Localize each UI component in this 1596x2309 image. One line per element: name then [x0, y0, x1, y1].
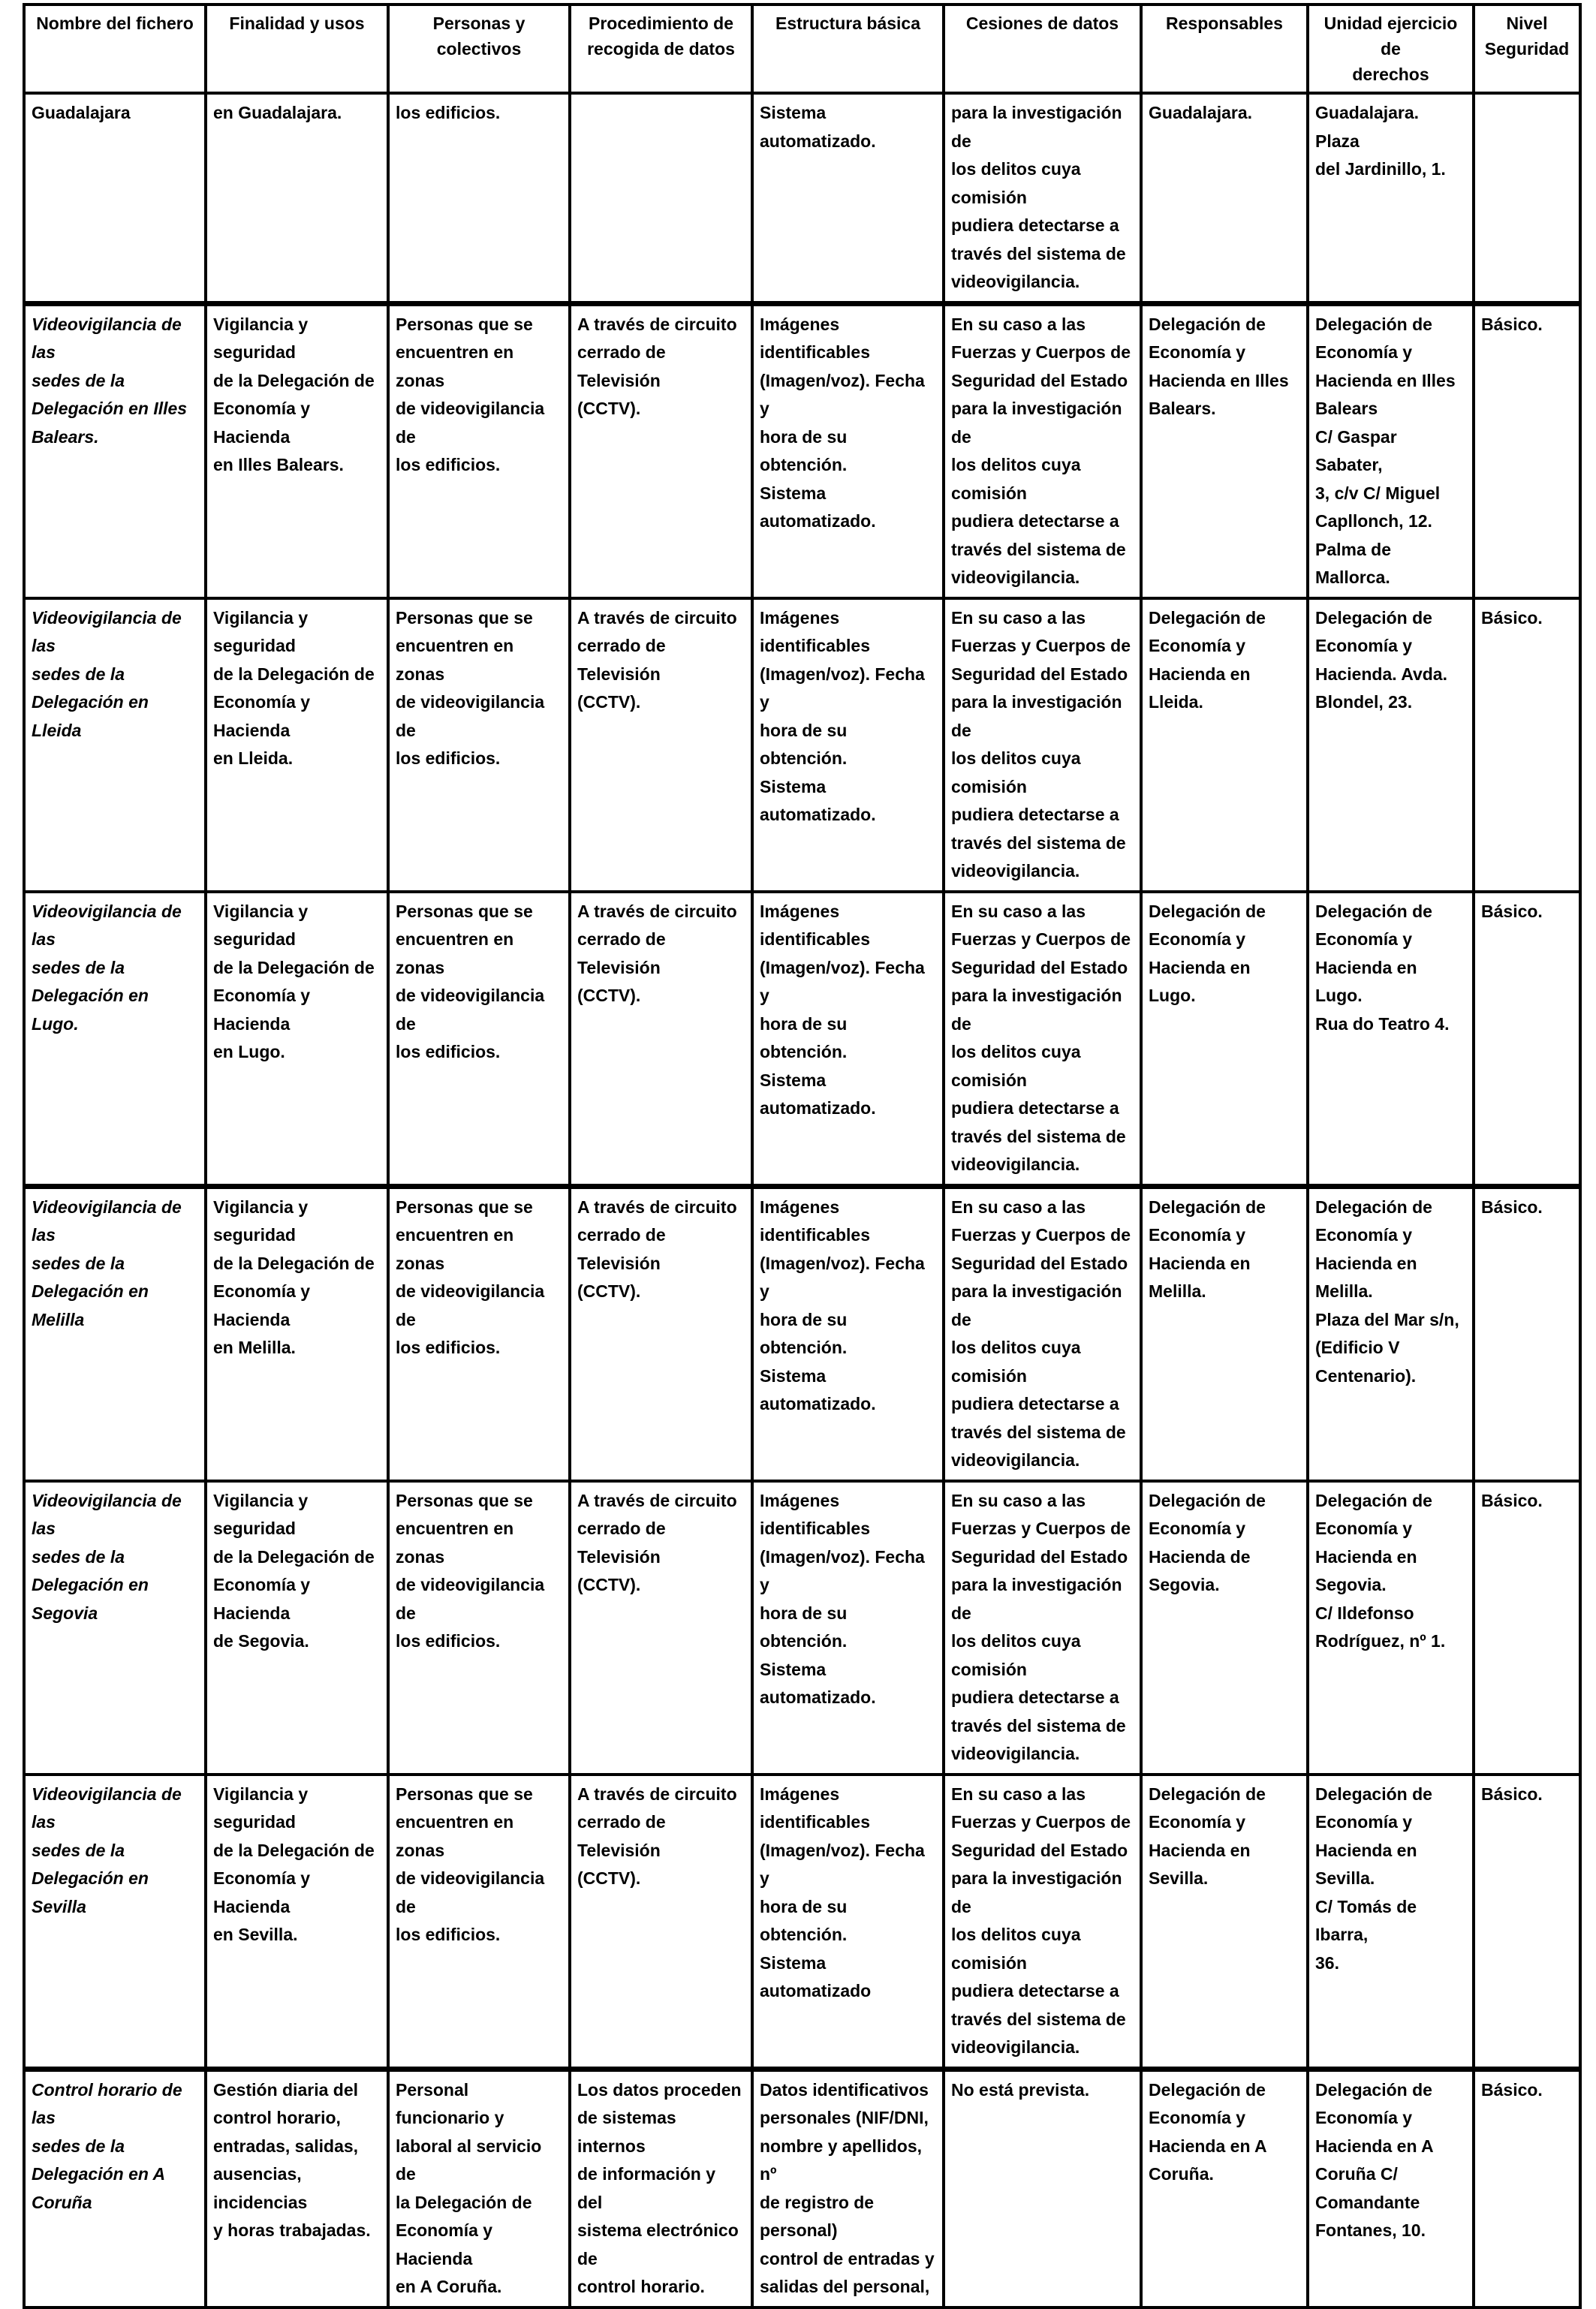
header-persons: Personas y colectivos	[388, 5, 570, 93]
header-purpose: Finalidad y usos	[206, 5, 388, 93]
cell-transfers: No está prevista.	[944, 2069, 1141, 2307]
header-responsible: Responsables	[1141, 5, 1308, 93]
cell-transfers: En su caso a las Fuerzas y Cuerpos de Seguridad del Estado para la investigación de los delitos cuya comisión pudiera detectarse a través del sistema de videovigilancia.	[944, 1481, 1141, 1775]
cell-file-name: Guadalajara	[24, 93, 206, 303]
cell-procedure: A través de circuito cerrado de Televisión (CCTV).	[570, 598, 752, 892]
cell-file-name: Videovigilancia de las sedes de la Delegación en Lleida	[24, 598, 206, 892]
cell-security-level: Básico.	[1474, 2069, 1580, 2307]
cell-transfers: para la investigación de los delitos cuya comisión pudiera detectarse a través del sistema de videovigilancia.	[944, 93, 1141, 303]
cell-responsible: Delegación de Economía y Hacienda en Lleida.	[1141, 598, 1308, 892]
cell-security-level: Básico.	[1474, 598, 1580, 892]
table-row	[24, 598, 1580, 892]
cell-transfers: En su caso a las Fuerzas y Cuerpos de Seguridad del Estado para la investigación de los delitos cuya comisión pudiera detectarse a través del sistema de videovigilancia.	[944, 598, 1141, 892]
cell-security-level	[1474, 93, 1580, 303]
cell-security-level: Básico.	[1474, 1775, 1580, 2070]
cell-procedure: A través de circuito cerrado de Televisión (CCTV).	[570, 1481, 752, 1775]
cell-responsible: Delegación de Economía y Hacienda de Segovia.	[1141, 1481, 1308, 1775]
cell-procedure: A través de circuito cerrado de Televisión (CCTV).	[570, 1775, 752, 2070]
cell-purpose: Vigilancia y seguridad de la Delegación de Economía y Hacienda de Segovia.	[206, 1481, 388, 1775]
cell-security-level: Básico.	[1474, 1481, 1580, 1775]
cell-responsible: Delegación de Economía y Hacienda en Melilla.	[1141, 1186, 1308, 1481]
cell-rights-unit: Delegación de Economía y Hacienda. Avda. Blondel, 23.	[1308, 598, 1474, 892]
cell-purpose: Vigilancia y seguridad de la Delegación de Economía y Hacienda en Lugo.	[206, 892, 388, 1187]
cell-procedure: A través de circuito cerrado de Televisión (CCTV).	[570, 892, 752, 1187]
cell-file-name: Control horario de las sedes de la Delegación en A Coruña	[24, 2069, 206, 2307]
header-security-level: Nivel Seguridad	[1474, 5, 1580, 93]
cell-procedure: A través de circuito cerrado de Televisión (CCTV).	[570, 1186, 752, 1481]
cell-persons: Personas que se encuentren en zonas de videovigilancia de los edificios.	[388, 303, 570, 598]
cell-procedure	[570, 93, 752, 303]
cell-purpose: Vigilancia y seguridad de la Delegación de Economía y Hacienda en Sevilla.	[206, 1775, 388, 2070]
cell-transfers: En su caso a las Fuerzas y Cuerpos de Seguridad del Estado para la investigación de los delitos cuya comisión pudiera detectarse a través del sistema de videovigilancia.	[944, 1186, 1141, 1481]
cell-structure: Imágenes identificables (Imagen/voz). Fecha y hora de su obtención. Sistema automatizado.	[752, 1481, 944, 1775]
cell-rights-unit: Delegación de Economía y Hacienda en A Coruña C/ Comandante Fontanes, 10.	[1308, 2069, 1474, 2307]
cell-responsible: Delegación de Economía y Hacienda en Sevilla.	[1141, 1775, 1308, 2070]
cell-purpose: Gestión diaria del control horario, entradas, salidas, ausencias, incidencias y horas trabajadas.	[206, 2069, 388, 2307]
cell-transfers: En su caso a las Fuerzas y Cuerpos de Seguridad del Estado para la investigación de los delitos cuya comisión pudiera detectarse a través del sistema de videovigilancia.	[944, 1775, 1141, 2070]
table-row	[24, 1481, 1580, 1775]
table-row	[24, 303, 1580, 598]
cell-persons: Personal funcionario y laboral al servicio de la Delegación de Economía y Hacienda en A Coruña.	[388, 2069, 570, 2307]
table-row	[24, 93, 1580, 303]
cell-procedure: A través de circuito cerrado de Televisión (CCTV).	[570, 303, 752, 598]
cell-transfers: En su caso a las Fuerzas y Cuerpos de Seguridad del Estado para la investigación de los delitos cuya comisión pudiera detectarse a través del sistema de videovigilancia.	[944, 892, 1141, 1187]
cell-responsible: Delegación de Economía y Hacienda en A Coruña.	[1141, 2069, 1308, 2307]
cell-persons: Personas que se encuentren en zonas de videovigilancia de los edificios.	[388, 1481, 570, 1775]
header-structure: Estructura básica	[752, 5, 944, 93]
cell-rights-unit: Delegación de Economía y Hacienda en Lugo. Rua do Teatro 4.	[1308, 892, 1474, 1187]
cell-file-name: Videovigilancia de las sedes de la Delegación en Segovia	[24, 1481, 206, 1775]
cell-persons: los edificios.	[388, 93, 570, 303]
cell-responsible: Guadalajara.	[1141, 93, 1308, 303]
cell-security-level: Básico.	[1474, 1186, 1580, 1481]
cell-structure: Sistema automatizado.	[752, 93, 944, 303]
table-row	[24, 1775, 1580, 2070]
cell-responsible: Delegación de Economía y Hacienda en Illes Balears.	[1141, 303, 1308, 598]
cell-file-name: Videovigilancia de las sedes de la Delegación en Sevilla	[24, 1775, 206, 2070]
document-page	[23, 3, 1579, 2309]
cell-security-level: Básico.	[1474, 303, 1580, 598]
table-row	[24, 1186, 1580, 1481]
cell-persons: Personas que se encuentren en zonas de videovigilancia de los edificios.	[388, 1775, 570, 2070]
cell-file-name: Videovigilancia de las sedes de la Delegación en Lugo.	[24, 892, 206, 1187]
cell-transfers: En su caso a las Fuerzas y Cuerpos de Seguridad del Estado para la investigación de los delitos cuya comisión pudiera detectarse a través del sistema de videovigilancia.	[944, 303, 1141, 598]
cell-procedure: Los datos proceden de sistemas internos de información y del sistema electrónico de control horario.	[570, 2069, 752, 2307]
cell-rights-unit: Guadalajara. Plaza del Jardinillo, 1.	[1308, 93, 1474, 303]
data-files-table	[23, 3, 1582, 2309]
table-row	[24, 892, 1580, 1187]
cell-structure: Imágenes identificables (Imagen/voz). Fecha y hora de su obtención. Sistema automatizado.	[752, 1186, 944, 1481]
cell-structure: Imágenes identificables (Imagen/voz). Fecha y hora de su obtención. Sistema automatizado.	[752, 303, 944, 598]
cell-purpose: Vigilancia y seguridad de la Delegación de Economía y Hacienda en Illes Balears.	[206, 303, 388, 598]
header-file-name: Nombre del fichero	[24, 5, 206, 93]
cell-purpose: Vigilancia y seguridad de la Delegación de Economía y Hacienda en Lleida.	[206, 598, 388, 892]
cell-structure: Imágenes identificables (Imagen/voz). Fecha y hora de su obtención. Sistema automatizado.	[752, 598, 944, 892]
cell-structure: Datos identificativos personales (NIF/DNI, nombre y apellidos, nº de registro de personal) control de entradas y salidas del personal,	[752, 2069, 944, 2307]
cell-persons: Personas que se encuentren en zonas de videovigilancia de los edificios.	[388, 598, 570, 892]
table-header-row	[24, 5, 1580, 93]
cell-structure: Imágenes identificables (Imagen/voz). Fecha y hora de su obtención. Sistema automatizado	[752, 1775, 944, 2070]
cell-security-level: Básico.	[1474, 892, 1580, 1187]
cell-file-name: Videovigilancia de las sedes de la Delegación en Illes Balears.	[24, 303, 206, 598]
cell-file-name: Videovigilancia de las sedes de la Delegación en Melilla	[24, 1186, 206, 1481]
cell-responsible: Delegación de Economía y Hacienda en Lugo.	[1141, 892, 1308, 1187]
cell-rights-unit: Delegación de Economía y Hacienda en Segovia. C/ Ildefonso Rodríguez, nº 1.	[1308, 1481, 1474, 1775]
cell-rights-unit: Delegación de Economía y Hacienda en Sevilla. C/ Tomás de Ibarra, 36.	[1308, 1775, 1474, 2070]
cell-purpose: Vigilancia y seguridad de la Delegación de Economía y Hacienda en Melilla.	[206, 1186, 388, 1481]
cell-persons: Personas que se encuentren en zonas de videovigilancia de los edificios.	[388, 892, 570, 1187]
header-transfers: Cesiones de datos	[944, 5, 1141, 93]
table-row	[24, 2069, 1580, 2307]
cell-rights-unit: Delegación de Economía y Hacienda en Illes Balears C/ Gaspar Sabater, 3, c/v C/ Miguel Capllonch, 12. Palma de Mallorca.	[1308, 303, 1474, 598]
header-rights-unit: Unidad ejercicio de derechos	[1308, 5, 1474, 93]
cell-structure: Imágenes identificables (Imagen/voz). Fecha y hora de su obtención. Sistema automatizado.	[752, 892, 944, 1187]
cell-persons: Personas que se encuentren en zonas de videovigilancia de los edificios.	[388, 1186, 570, 1481]
cell-purpose: en Guadalajara.	[206, 93, 388, 303]
header-procedure: Procedimiento de recogida de datos	[570, 5, 752, 93]
cell-rights-unit: Delegación de Economía y Hacienda en Melilla. Plaza del Mar s/n, (Edificio V Centenario).	[1308, 1186, 1474, 1481]
